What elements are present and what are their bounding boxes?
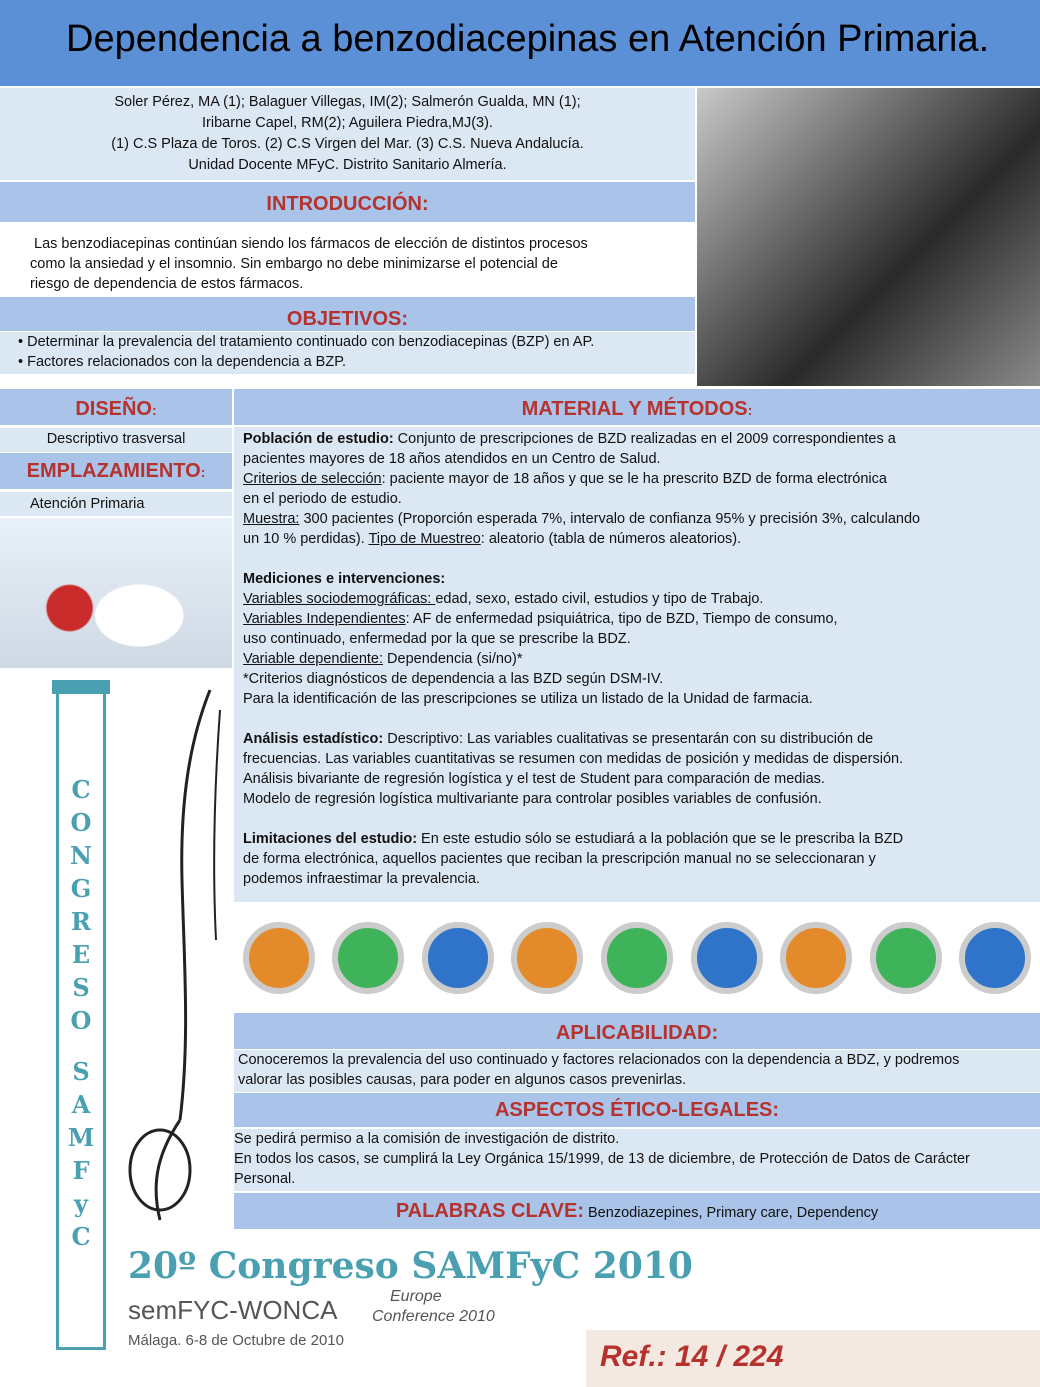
- list-item: • Factores relacionados con la dependencia a BZP.: [18, 354, 347, 370]
- aplicabilidad-heading: APLICABILIDAD:: [234, 1013, 1040, 1049]
- authors-line: Soler Pérez, MA (1); Balaguer Villegas, IM(2); Salmerón Gualda, MN (1);: [114, 94, 581, 110]
- introduccion-text: Las benzodiacepinas continúan siendo los fármacos de elección de distintos procesos como la ansiedad y el insomnio. Sin embargo no debe minimizarse el potencial de riesgo de dependencia de estos fármacos.: [30, 236, 588, 292]
- blue-bottle-icon: [691, 922, 763, 994]
- emplazamiento-heading: EMPLAZAMIENTO:: [0, 453, 232, 489]
- congreso-title: 20º Congreso SAMFyC 2010: [128, 1245, 693, 1287]
- blue-bottle-icon: [959, 922, 1031, 994]
- palabras-clave: PALABRAS CLAVE: Benzodiazepines, Primary care, Dependency: [234, 1193, 1040, 1229]
- material-heading: MATERIAL Y MÉTODOS:: [234, 389, 1040, 425]
- authors-line: Unidad Docente MFyC. Distrito Sanitario Almería.: [188, 157, 507, 173]
- diseno-value: Descriptivo trasversal: [0, 428, 232, 452]
- reference-box: [586, 1330, 1040, 1387]
- conference-label: Conference 2010: [372, 1308, 495, 1325]
- title-bar: [0, 0, 1040, 86]
- green-bottle-icon: [870, 922, 942, 994]
- aspectos-heading: ASPECTOS ÉTICO-LEGALES:: [234, 1093, 1040, 1127]
- green-bottle-icon: [332, 922, 404, 994]
- green-bottle-icon: [601, 922, 673, 994]
- aspectos-text: Se pedirá permiso a la comisión de investigación de distrito. En todos los casos, se cumplirá la Ley Orgánica 15/1999, de 13 de diciembre, de Protección de Datos de Carácter Personal.: [234, 1129, 1040, 1191]
- orange-bottle-icon: [511, 922, 583, 994]
- material-body: Población de estudio: Conjunto de prescripciones de BZD realizadas en el 2009 correspondientes a pacientes mayores de 18 años atendidos en un Centro de Salud. Criterios de selección: paciente mayor de 18 años y que se le ha prescrito BZD de forma electrónica en el periodo de estudio. Muestra: 300 pacientes (Proporción esperada 7%, intervalo de confianza 95% y precisión 3%, calculando un 10 % perdidas). Tipo de Muestreo: aleatorio (tabla de números aleatorios). Mediciones e intervenciones: Variables sociodemográficas: edad, sexo, estado civil, estudios y tipo de Trabajo. Variables Independientes: AF de enfermedad psiquiátrica, tipo de BZD, Tiempo de consumo, uso continuado, enfermedad por la que se prescribe la BDZ. Variable dependiente: Dependencia (si/no)* *Criterios diagnósticos de dependencia a las BZD según DSM-IV. Para la identificación de las prescripciones se utiliza un listado de la Unidad de farmacia. Análisis estadístico: Descriptivo: Las variables cualitativas se presentarán con su distribución de frecuencias. Las variables cuantitativas se resumen con medidas de posición y medidas de dispersión. Análisis bivariante de regresión logística y el test de Student para comparación de medias. Modelo de regresión logística multivariante para controlar posibles variables de confusión. Limitaciones del estudio: En este estudio sólo se estudiará a la población que se le prescriba la BZD de forma electrónica, aquellos pacientes que reciban la prescripción manual no se seleccionaran y podemos infraestimar la prevalencia.: [234, 427, 1040, 902]
- reference-number: Ref.: 14 / 224: [600, 1340, 784, 1373]
- congreso-column: [56, 690, 106, 1350]
- lugar-fecha: Málaga. 6-8 de Octubre de 2010: [128, 1332, 344, 1349]
- poster-title: Dependencia a benzodiacepinas en Atención Primaria.: [66, 18, 990, 60]
- authors-line: Iribarne Capel, RM(2); Aguilera Piedra,MJ(3).: [202, 115, 493, 131]
- aplicabilidad-text: Conoceremos la prevalencia del uso continuado y factores relacionados con la dependencia a BDZ, y podremos valorar las posibles causas, para poder en algunos casos prevenirlas.: [234, 1050, 1040, 1092]
- authors-block: [0, 88, 695, 180]
- semfyc-wonca: semFYC-WONCA: [128, 1295, 338, 1325]
- diseno-heading: DISEÑO:: [0, 389, 232, 425]
- orange-bottle-icon: [243, 922, 315, 994]
- authors-line: (1) C.S Plaza de Toros. (2) C.S Virgen del Mar. (3) C.S. Nueva Andalucía.: [111, 136, 584, 152]
- congreso-vertical-text: C O N G R E S O S A M F y C: [67, 775, 95, 1251]
- woman-bottle-photo: [697, 88, 1040, 386]
- objetivos-list: [0, 332, 695, 374]
- orange-bottle-icon: [780, 922, 852, 994]
- pill-bottles-image: [234, 905, 1040, 1010]
- introduccion-heading: INTRODUCCIÓN:: [0, 182, 695, 222]
- sketch-figure-illustration: [120, 680, 230, 1240]
- blue-bottle-icon: [422, 922, 494, 994]
- list-item: • Determinar la prevalencia del tratamiento continuado con benzodiacepinas (BZP) en AP.: [18, 334, 595, 350]
- pills-figurines-image: [0, 518, 232, 668]
- objetivos-heading: OBJETIVOS:: [0, 297, 695, 331]
- emplazamiento-value: Atención Primaria: [0, 492, 232, 516]
- europe-label: Europe: [390, 1288, 442, 1305]
